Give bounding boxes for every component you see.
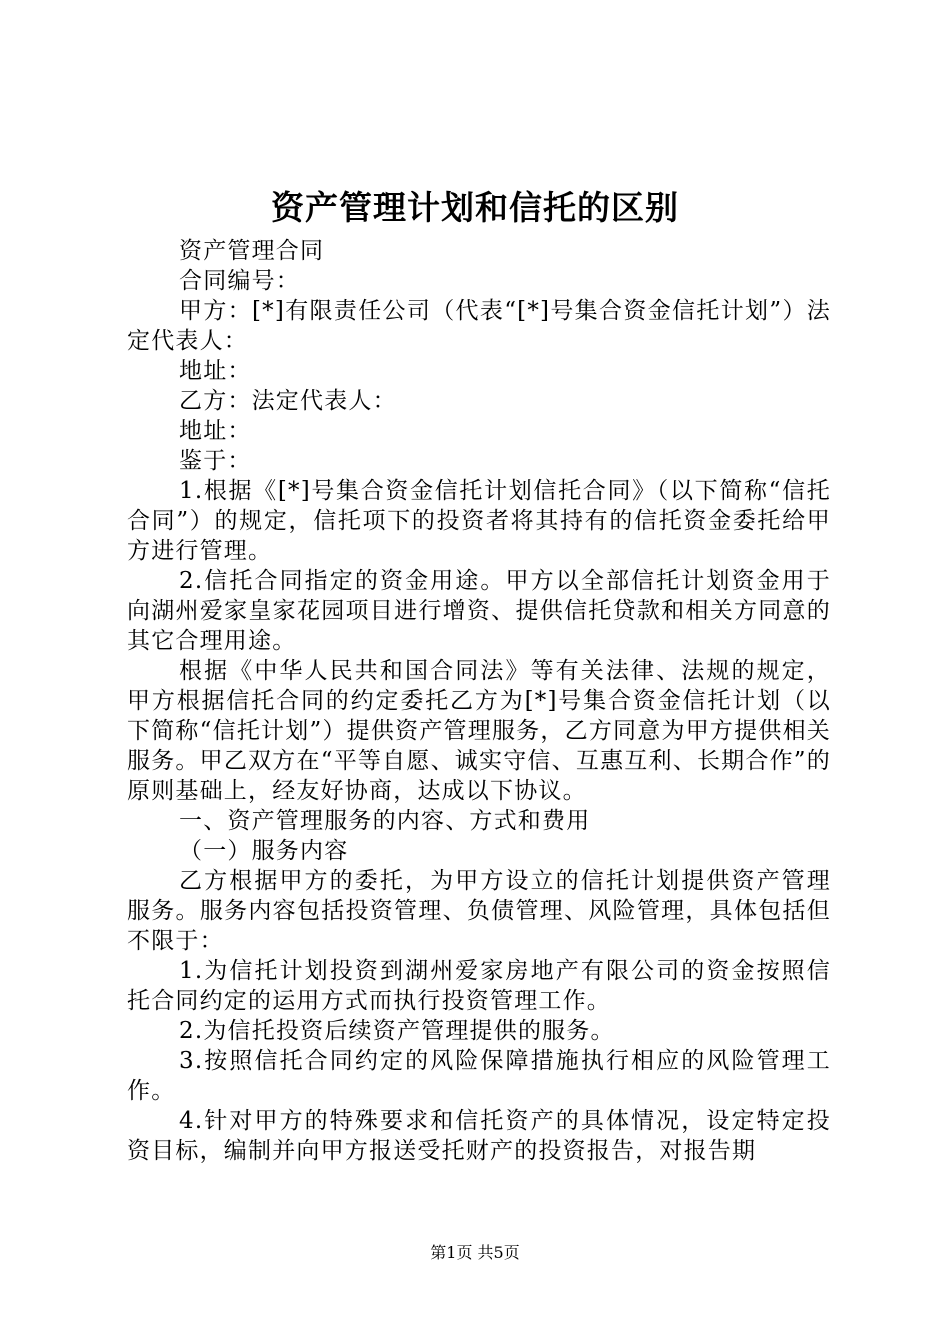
paragraph: 地址： xyxy=(179,418,252,444)
paragraph: 合同编号： xyxy=(179,268,300,294)
paragraph: 甲方：[*]有限责任公司（代表“[*]号集合资金信托计划”）法定代表人： xyxy=(127,298,831,354)
document-title: 资产管理计划和信托的区别 xyxy=(271,188,679,227)
paragraph: 3.按照信托合同约定的风险保障措施执行相应的风险管理工作。 xyxy=(127,1048,831,1104)
section-heading: 一、资产管理服务的内容、方式和费用 xyxy=(179,808,591,834)
paragraph: 乙方：法定代表人： xyxy=(179,388,397,414)
paragraph: 乙方根据甲方的委托，为甲方设立的信托计划提供资产管理服务。服务内容包括投资管理、负债管理、风险管理，具体包括但不限于： xyxy=(127,868,831,954)
paragraph: 鉴于： xyxy=(179,448,252,474)
subsection-heading: （一）服务内容 xyxy=(179,838,349,864)
paragraph: 2.为信托投资后续资产管理提供的服务。 xyxy=(179,1018,615,1044)
paragraph: 1.为信托计划投资到湖州爱家房地产有限公司的资金按照信托合同约定的运用方式而执行投资管理工作。 xyxy=(127,958,831,1014)
document-body xyxy=(127,236,831,1166)
paragraph: 根据《中华人民共和国合同法》等有关法律、法规的规定，甲方根据信托合同的约定委托乙方为[*]号集合资金信托计划（以下简称“信托计划”）提供资产管理服务，乙方同意为甲方提供相关服务。甲乙双方在“平等自愿、诚实守信、互惠互利、长期合作”的原则基础上，经友好协商，达成以下协议。 xyxy=(127,658,831,804)
paragraph: 地址： xyxy=(179,358,252,384)
paragraph: 资产管理合同 xyxy=(179,238,325,264)
paragraph: 2.信托合同指定的资金用途。甲方以全部信托计划资金用于向湖州爱家皇家花园项目进行增资、提供信托贷款和相关方同意的其它合理用途。 xyxy=(127,568,831,654)
page-number-footer: 第1页 共5页 xyxy=(430,1243,520,1262)
paragraph: 4.针对甲方的特殊要求和信托资产的具体情况，设定特定投资目标，编制并向甲方报送受托财产的投资报告，对报告期 xyxy=(127,1108,831,1164)
paragraph: 1.根据《[*]号集合资金信托计划信托合同》（以下简称“信托合同”）的规定，信托项下的投资者将其持有的信托资金委托给甲方进行管理。 xyxy=(127,478,831,564)
